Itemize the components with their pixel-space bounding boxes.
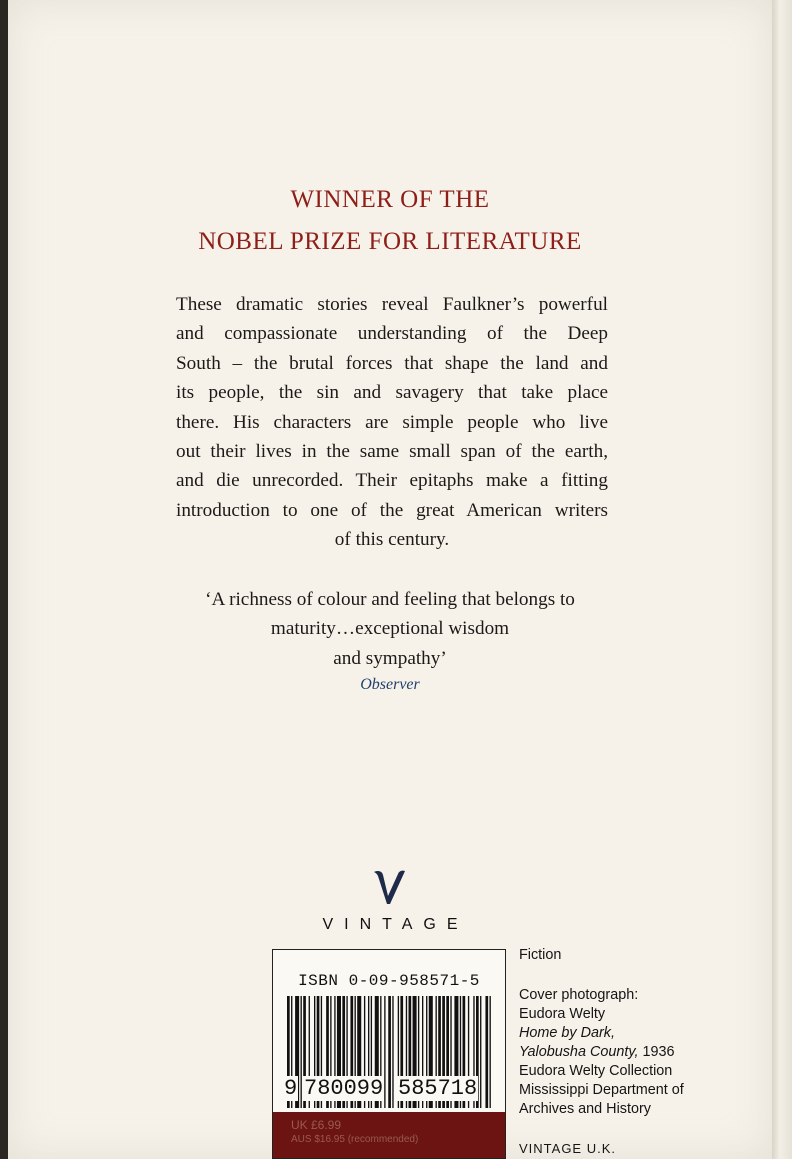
award-heading-line2: NOBEL PRIZE FOR LITERATURE: [198, 228, 582, 255]
isbn-number: ISBN 0-09-958571-5: [298, 972, 480, 990]
ean-first-digit: 9: [284, 1076, 298, 1101]
price-strip: [273, 1112, 505, 1158]
ean-left-group: 780099: [304, 1076, 384, 1101]
credit-archives: Archives and History: [519, 1101, 651, 1117]
ean-right-group: 585718: [398, 1076, 478, 1101]
credit-label: Cover photograph:: [519, 987, 639, 1003]
credit-place: Yalobusha County,: [519, 1044, 639, 1060]
page-edge: [772, 0, 792, 1159]
blurb-line: These dramatic stories reveal Faulkner’s powerful: [176, 294, 608, 315]
price-aus: AUS $16.95 (recommended): [291, 1134, 419, 1145]
credit-year: 1936: [638, 1044, 675, 1060]
blurb-line: introduction to one of the great American writers: [176, 499, 608, 521]
award-heading-line1: WINNER OF THE: [290, 186, 490, 213]
credit-department: Mississippi Department of: [519, 1082, 684, 1098]
credit-photographer: Eudora Welty: [519, 1006, 606, 1022]
blurb-line: and compassionate understanding of the Deep: [176, 323, 608, 345]
credit-collection: Eudora Welty Collection: [519, 1063, 673, 1079]
publisher-brand: VINTAGE: [322, 916, 469, 933]
blurb-line: of this century.: [334, 529, 450, 551]
credit-work-title: Home by Dark,: [519, 1025, 615, 1041]
blurb-line: its people, the sin and savagery that take place: [176, 382, 608, 404]
review-quote: [8, 585, 772, 673]
barcode-panel: [272, 949, 506, 1159]
quote-line: ‘A richness of colour and feeling that belongs to: [205, 589, 575, 610]
quote-line: maturity…exceptional wisdom: [270, 618, 510, 640]
category-label: Fiction: [519, 947, 562, 963]
price-uk: UK £6.99: [291, 1118, 342, 1132]
vintage-logo-icon: [368, 866, 408, 908]
credit-place-line: [519, 1043, 684, 1062]
quote-line: and sympathy’: [333, 647, 447, 669]
publisher-imprint: VINTAGE U.K.: [519, 1141, 616, 1156]
book-back-cover: [8, 0, 772, 1159]
blurb-line: there. His characters are simple people who live: [176, 411, 608, 433]
quote-source: Observer: [360, 676, 420, 693]
blurb-text: [176, 290, 608, 555]
blurb-line: and die unrecorded. Their epitaphs make a fitting: [176, 470, 608, 492]
blurb-line: South – the brutal forces that shape the land and: [176, 352, 608, 374]
blurb-line: out their lives in the same small span of the earth,: [176, 440, 608, 462]
photo-credits: [519, 986, 684, 1119]
